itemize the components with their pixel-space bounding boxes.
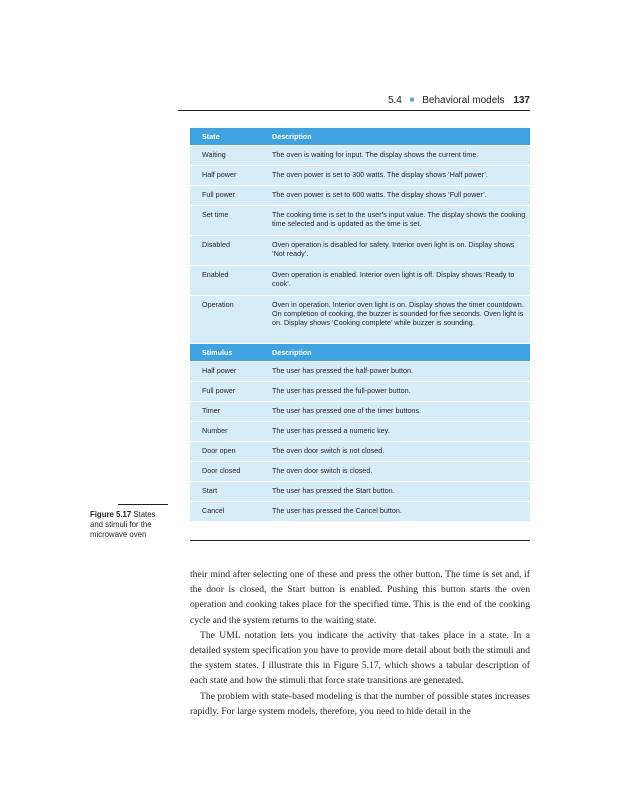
table-row <box>190 236 530 266</box>
caption-rule <box>118 504 168 505</box>
state-name: Full power <box>190 186 260 206</box>
stimulus-name: Full power <box>190 382 260 402</box>
table-row <box>190 422 530 442</box>
state-description: The oven power is set to 300 watts. The display shows ‘Half power’. <box>260 166 530 186</box>
state-name: Enabled <box>190 266 260 296</box>
body-text <box>190 567 530 719</box>
stimulus-description: The user has pressed the full-power button. <box>260 382 530 402</box>
table-row <box>190 146 530 166</box>
section-number: 5.4 <box>387 95 402 106</box>
table-row <box>190 502 530 522</box>
table-row <box>190 462 530 482</box>
table-row <box>190 362 530 382</box>
state-header-col1: State <box>190 128 260 146</box>
states-stimuli-table <box>190 128 530 522</box>
stimulus-description: The user has pressed one of the timer buttons. <box>260 402 530 422</box>
stimulus-name: Door open <box>190 442 260 462</box>
stimulus-description: The oven door switch is not closed. <box>260 442 530 462</box>
state-description: Oven operation is enabled. Interior oven light is off. Display shows ‘Ready to cook’. <box>260 266 530 296</box>
header-rule <box>178 110 530 111</box>
state-description: The oven power is set to 600 watts. The display shows ‘Full power’. <box>260 186 530 206</box>
stimulus-description: The user has pressed a numeric key. <box>260 422 530 442</box>
table-bottom-rule <box>190 540 530 541</box>
state-name: Disabled <box>190 236 260 266</box>
stimulus-name: Door closed <box>190 462 260 482</box>
stimulus-header-row <box>190 344 530 362</box>
body-paragraph: The UML notation lets you indicate the activity that takes place in a state. In a detailed system specification you have to provide more detail about both the stimuli and the system states. I illustrate this in Figure 5.17, which shows a tabular description of each state and how the stimuli that force state transitions are generated. <box>190 629 530 687</box>
stimulus-name: Timer <box>190 402 260 422</box>
state-name: Waiting <box>190 146 260 166</box>
table-row <box>190 266 530 296</box>
state-description: The cooking time is set to the user’s input value. The display shows the cooking time selected and is updated as the time is set. <box>260 206 530 236</box>
table-row <box>190 166 530 186</box>
body-paragraph: The problem with state-based modeling is that the number of possible states increases rapidly. For large system models, therefore, you need to hide detail in the <box>190 690 530 717</box>
state-name: Operation <box>190 296 260 344</box>
state-name: Set time <box>190 206 260 236</box>
state-description: Oven operation is disabled for safety. Interior oven light is on. Display shows ‘Not ready’. <box>260 236 530 266</box>
figure-label: Figure 5.17 <box>90 510 132 519</box>
stimulus-name: Start <box>190 482 260 502</box>
table-row <box>190 186 530 206</box>
table-row <box>190 482 530 502</box>
table-row <box>190 296 530 344</box>
figure-caption-text: States and stimuli for the microwave oven <box>90 510 156 539</box>
stimulus-header-col2: Description <box>260 344 530 362</box>
square-bullet-icon: ■ <box>409 95 415 104</box>
stimulus-description: The oven door switch is closed. <box>260 462 530 482</box>
running-header <box>388 95 530 106</box>
figure-caption <box>90 510 170 540</box>
page-number: 137 <box>513 95 530 106</box>
stimulus-header-col1: Stimulus <box>190 344 260 362</box>
state-description: Oven in operation. Interior oven light is on. Display shows the timer countdown. On completion of cooking, the buzzer is sounded for five seconds. Oven light is on. Display shows ‘Cooking complete’ while buzzer is sounding. <box>260 296 530 344</box>
state-header-row <box>190 128 530 146</box>
table-row <box>190 402 530 422</box>
table-row <box>190 442 530 462</box>
stimulus-description: The user has pressed the half-power button. <box>260 362 530 382</box>
table-row <box>190 382 530 402</box>
stimulus-name: Half power <box>190 362 260 382</box>
section-title: Behavioral models <box>422 95 505 106</box>
stimulus-name: Cancel <box>190 502 260 522</box>
state-header-col2: Description <box>260 128 530 146</box>
stimulus-description: The user has pressed the Cancel button. <box>260 502 530 522</box>
state-name: Half power <box>190 166 260 186</box>
body-paragraph: their mind after selecting one of these and press the other button. The time is set and, if the door is closed, the Start button is enabled. Pushing this button starts the oven operation and cooking takes place for the specified time. This is the end of the cooking cycle and the system returns to the waiting state. <box>190 569 530 626</box>
table-row <box>190 206 530 236</box>
stimulus-name: Number <box>190 422 260 442</box>
state-description: The oven is waiting for input. The display shows the current time. <box>260 146 530 166</box>
stimulus-description: The user has pressed the Start button. <box>260 482 530 502</box>
